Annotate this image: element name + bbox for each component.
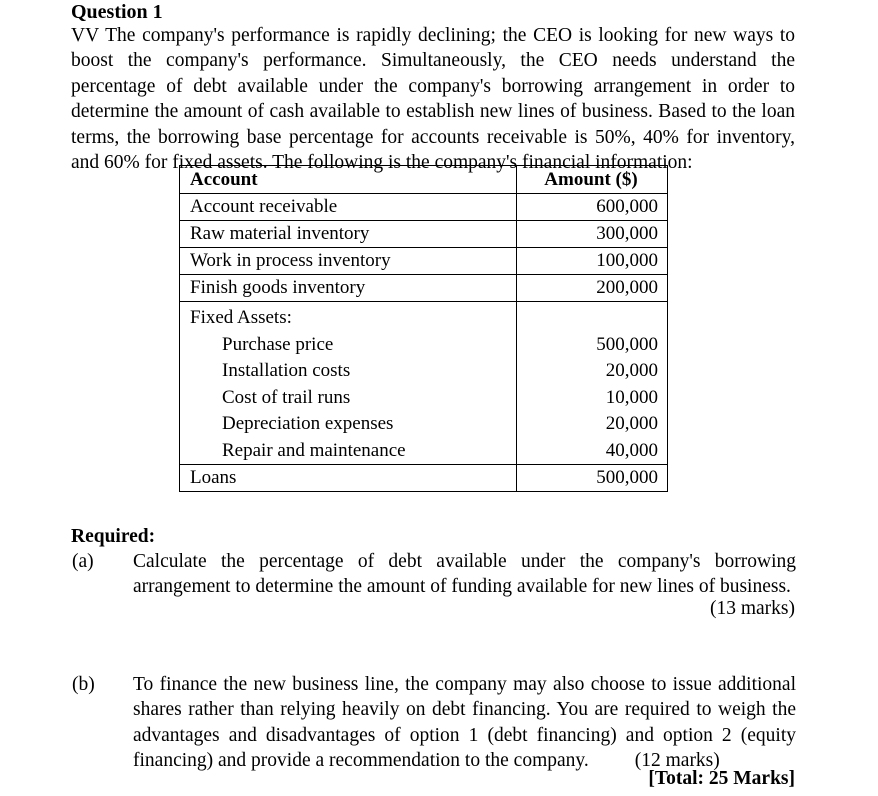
part-marker-b: (b) [72,674,95,695]
cell-account-name: Account receivable [180,194,517,221]
page-title: Question 1 [71,1,163,23]
fixed-assets-item-name: Repair and maintenance [222,439,406,461]
table-header-row [180,166,668,194]
part-line: advantages and disadvantages of option 1 (debt financing) and option 2 (equity [133,724,796,746]
financial-information-table [179,165,668,492]
cell-fixed-assets-amounts [517,302,668,465]
required-part-b [72,672,796,774]
cell-account-amount: 100,000 [517,248,668,275]
fixed-assets-amount-spacer [517,305,658,332]
part-line: shares rather than relying heavily on debt financing. You are required to weigh the [133,699,796,721]
cell-account-amount: 600,000 [517,194,668,221]
intro-line: percentage of debt available under the company's borrowing arrangement in order to [71,75,795,97]
intro-line: boost the company's performance. Simultaneously, the CEO needs understand the [71,50,795,72]
part-b-text [133,672,796,774]
fixed-assets-item-name: Depreciation expenses [222,413,394,434]
fixed-assets-item-name: Cost of trail runs [222,386,351,408]
fixed-assets-label: Fixed Assets: [190,307,292,328]
fixed-assets-item-amount: 20,000 [605,413,658,434]
intro-line: VV The company's performance is rapidly declining; the CEO is looking for new ways to [71,25,795,46]
cell-account-amount: 200,000 [517,275,668,302]
fixed-assets-item-amount: 20,000 [605,360,658,381]
cell-account-name: Raw material inventory [180,221,517,248]
part-b-marks: (12 marks) [634,750,720,772]
cell-account-name: Work in process inventory [180,248,517,275]
intro-paragraph [71,23,795,175]
table-row [180,221,668,248]
part-a-marks: (13 marks) [709,598,795,619]
table-row-fixed-assets [180,302,668,465]
part-line: To finance the new business line, the company may also choose to issue additional [133,674,796,695]
fixed-assets-item-amount: 10,000 [605,386,658,408]
cell-account-name: Finish goods inventory [180,275,517,302]
part-a-text [133,549,796,600]
column-header-account: Account [180,166,517,194]
table-row [180,194,668,221]
part-line: arrangement to determine the amount of funding available for new lines of business. [133,576,791,598]
required-heading: Required: [71,526,156,547]
table-row [180,465,668,492]
total-marks: [Total: 25 Marks] [648,768,795,789]
cell-fixed-assets-names [180,302,517,465]
fixed-assets-item-name: Purchase price [222,333,334,355]
fixed-assets-item-name: Installation costs [222,360,351,381]
part-marker-a: (a) [72,551,94,572]
required-part-a [72,549,796,600]
fixed-assets-item-amount: 40,000 [605,439,658,461]
table-row [180,248,668,275]
column-header-amount: Amount ($) [517,166,668,194]
cell-account-amount: 300,000 [517,221,668,248]
cell-account-amount: 500,000 [517,465,668,492]
fixed-assets-item-amount: 500,000 [596,333,658,355]
table-row [180,275,668,302]
intro-line: determine the amount of cash available to establish new lines of business. Based to the loan [71,101,795,123]
cell-account-name: Loans [180,465,517,492]
part-line-text: financing) and provide a recommendation to the company. [133,750,589,772]
intro-line: and 60% for fixed assets. The following is the company's financial information: [71,152,693,174]
part-line: Calculate the percentage of debt available under the company's borrowing [133,551,796,572]
intro-line: terms, the borrowing base percentage for accounts receivable is 50%, 40% for inventory, [71,126,795,148]
